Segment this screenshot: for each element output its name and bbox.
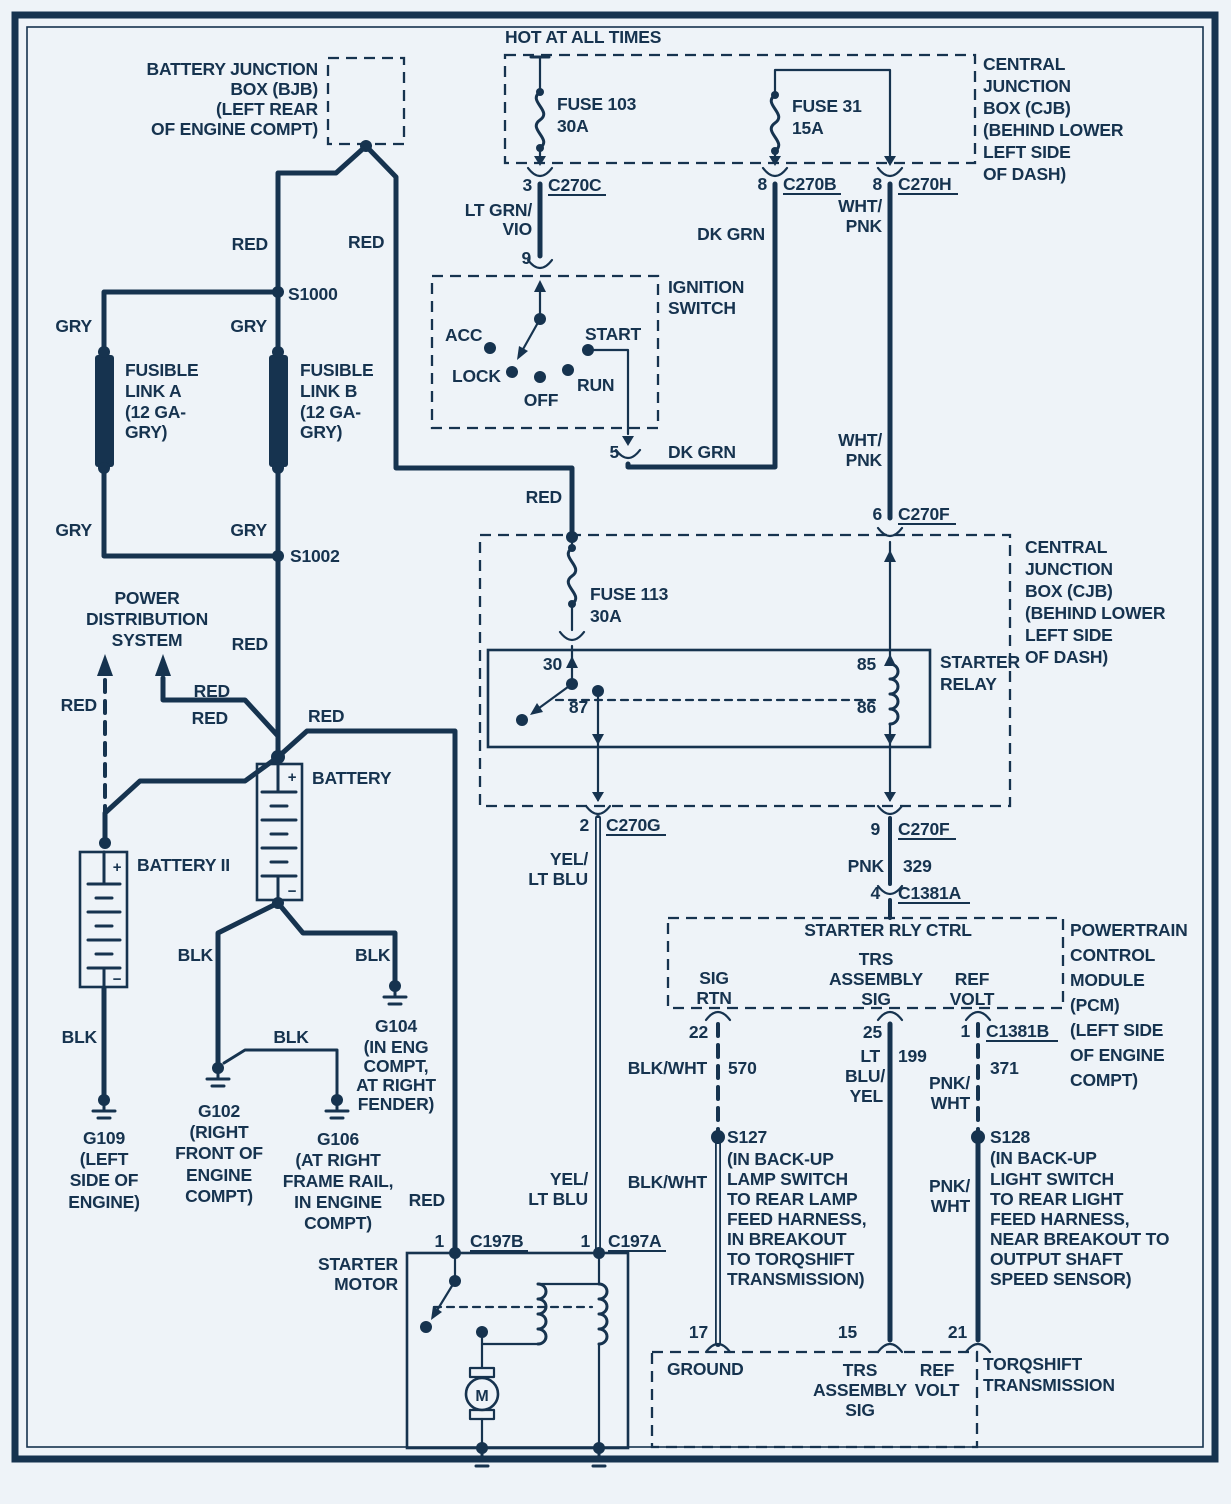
wire-color-red: RED [348, 232, 385, 252]
wire-color-blkwht: BLK/WHT [627, 1058, 707, 1078]
battery2-label: BATTERY II [137, 855, 230, 875]
g102-label-line: ENGINE [186, 1165, 252, 1185]
s127-note-line: (IN BACK-UP [727, 1149, 834, 1169]
cjb2-note-line: (BEHIND LOWER [1025, 603, 1166, 623]
pcm-note-line: OF ENGINE [1070, 1045, 1165, 1065]
connector-arc-pin15 [878, 1344, 902, 1352]
fusible-link-b-element [269, 355, 288, 467]
splice-s128-label: S128 [990, 1127, 1031, 1147]
pcm-note-line: POWERTRAIN [1070, 920, 1188, 940]
starter-motor-label: STARTER [318, 1254, 398, 1274]
relay-pin-86: 86 [856, 697, 876, 717]
wire-color-yelltblu: LT BLU [528, 869, 588, 889]
g104-label-line: COMPT, [363, 1056, 429, 1076]
pin-9b: 9 [870, 819, 880, 839]
pcm-note-line: (LEFT SIDE [1070, 1020, 1164, 1040]
wire-color-blk: BLK [61, 1027, 97, 1047]
s128-note-line: LIGHT SWITCH [990, 1169, 1114, 1189]
battery2-plus: + [112, 859, 122, 876]
starter-motor-label: MOTOR [334, 1274, 398, 1294]
wire-color-red: RED [193, 681, 230, 701]
g109-label-line: (LEFT [79, 1149, 129, 1169]
connector-arc-pin9 [528, 260, 552, 268]
pcm-trs-assembly-sig: ASSEMBLY [828, 969, 924, 989]
arrow-down-87 [592, 734, 604, 745]
s128-note-line: (IN BACK-UP [990, 1148, 1097, 1168]
g104-label-line: AT RIGHT [356, 1075, 436, 1095]
pin-2: 2 [579, 815, 589, 835]
splice-s127-label: S127 [727, 1127, 768, 1147]
connector-arc-pin5 [616, 450, 640, 458]
ignition-run-contact [562, 364, 574, 376]
wire-color-red: RED [60, 695, 97, 715]
fuse113-rating: 30A [590, 606, 622, 626]
tq-ref-label: VOLT [914, 1380, 960, 1400]
g102-label-line: COMPT) [185, 1186, 253, 1206]
battery2-positive-dot [99, 837, 111, 849]
tq-ground-label: GROUND [667, 1359, 744, 1379]
g109-label-line: ENGINE) [68, 1192, 140, 1212]
cjb1-note-line: (BEHIND LOWER [983, 120, 1124, 140]
ignition-acc-label: ACC [445, 325, 483, 345]
g106-label-line: FRAME RAIL, [282, 1171, 394, 1191]
solenoid-contact-dot [420, 1321, 432, 1333]
wire-color-blk: BLK [273, 1027, 309, 1047]
g109-label-line: G109 [82, 1128, 126, 1148]
fuse103-rating: 30A [557, 116, 589, 136]
fuse103-label: FUSE 103 [557, 94, 637, 114]
hot-at-all-times-label: HOT AT ALL TIMES [505, 27, 662, 47]
torqshift-name: TORQSHIFT [983, 1354, 1082, 1374]
wire-color-gry: GRY [55, 316, 92, 336]
pcm-ref-volt: REF [954, 969, 990, 989]
wire-color-red: RED [191, 708, 228, 728]
ground-g104-icon [384, 980, 406, 1004]
wire-color-whtpnk: WHT/ [838, 430, 882, 450]
fusible-link-b-line: (12 GA- [300, 402, 361, 422]
connector-arc-pin21 [966, 1344, 990, 1352]
bjb-label-line: OF ENGINE COMPT) [151, 119, 318, 139]
cjb2-note-line: CENTRAL [1025, 537, 1108, 557]
fusible-link-b-line: FUSIBLE [300, 360, 374, 380]
arrow-up-ignition-feed [534, 280, 546, 292]
pin-5: 5 [609, 442, 619, 462]
tq-trs-label: SIG [845, 1400, 875, 1420]
fuse31-element [771, 95, 779, 151]
relay-pin-87: 87 [568, 697, 588, 717]
s127-note-line: IN BREAKOUT [727, 1229, 847, 1249]
pds-arrow-left [97, 654, 113, 676]
cjb2-note-line: OF DASH) [1025, 647, 1108, 667]
wire-gry-linka-to-s1002 [104, 468, 278, 556]
pin-8b: 8 [872, 174, 882, 194]
pcm-note-line: CONTROL [1070, 945, 1156, 965]
wire-color-gry: GRY [230, 520, 267, 540]
s127-note-line: LAMP SWITCH [727, 1169, 848, 1189]
cjb2-note-line: BOX (CJB) [1025, 581, 1113, 601]
fusible-link-a-line: FUSIBLE [125, 360, 199, 380]
fuse103-dot-top [536, 88, 544, 96]
wire-color-whtpnk: PNK [845, 216, 882, 236]
ignition-switch-label: SWITCH [668, 298, 736, 318]
g106-label-line: COMPT) [304, 1213, 372, 1233]
relay-switch-arm [535, 684, 572, 711]
wire-color-gry: GRY [230, 316, 267, 336]
pcm-trs-assembly-sig: TRS [858, 949, 894, 969]
fuse31-dot-top [771, 91, 779, 99]
fuse113-element [568, 548, 576, 604]
torqshift-name: TRANSMISSION [983, 1375, 1115, 1395]
ignition-lock-contact [506, 366, 518, 378]
connector-c197a: C197A [608, 1231, 662, 1251]
pcm-note-line: (PCM) [1070, 995, 1120, 1015]
battery2-plates [88, 884, 120, 968]
s127-note-line: FEED HARNESS, [727, 1209, 867, 1229]
battery-plus: + [287, 769, 297, 786]
pin-3: 3 [522, 175, 532, 195]
tq-ref-label: REF [919, 1360, 955, 1380]
g109-label-line: SIDE OF [69, 1170, 139, 1190]
wire-color-gry: GRY [55, 520, 92, 540]
wire-blk-battery-to-g102 [218, 903, 278, 1064]
splice-s1002-dot [272, 550, 284, 562]
wire-red-bjb-to-s1000 [278, 146, 366, 292]
relay-pin-85: 85 [856, 654, 876, 674]
wire-color-whtpnk: WHT/ [838, 196, 882, 216]
fusible-link-b-line: GRY) [300, 422, 343, 442]
pin-9: 9 [521, 248, 531, 268]
s128-note-line: NEAR BREAKOUT TO [990, 1229, 1170, 1249]
wire-color-pnkwht: PNK/ [928, 1176, 970, 1196]
cjb1-note-line: CENTRAL [983, 54, 1066, 74]
pin-1-c197b: 1 [434, 1231, 444, 1251]
tq-trs-label: ASSEMBLY [812, 1380, 908, 1400]
cjb2-note-line: LEFT SIDE [1025, 625, 1113, 645]
arrow-up-cjb2-entry [884, 550, 896, 562]
circuit-329: 329 [903, 856, 932, 876]
arrow-down-pin5 [622, 436, 634, 446]
arrow-down-c270h [884, 156, 896, 166]
ignition-acc-contact [484, 342, 496, 354]
bjb-label-line: (LEFT REAR [215, 99, 318, 119]
wire-color-pnkwht: PNK/ [928, 1073, 970, 1093]
arrow-down-c270f9 [884, 792, 896, 802]
connector-c1381b: C1381B [986, 1021, 1050, 1041]
pds-label-line: DISTRIBUTION [85, 609, 209, 629]
linka-dot-top [98, 346, 110, 358]
linkb-dot-top [272, 346, 284, 358]
pin-6: 6 [872, 504, 882, 524]
wire-color-red: RED [308, 706, 345, 726]
starter-relay-label: RELAY [940, 674, 997, 694]
ground-g106-icon [326, 1094, 348, 1118]
pin-21: 21 [947, 1322, 967, 1342]
splice-s1000-label: S1000 [288, 284, 338, 304]
wire-color-whtpnk: PNK [845, 450, 882, 470]
pin-25: 25 [862, 1022, 882, 1042]
s127-note-line: TO TORQSHIFT [727, 1249, 855, 1269]
cjb1-note-line: BOX (CJB) [983, 98, 1071, 118]
connector-arc-pin22 [706, 1012, 730, 1020]
connector-arc-c270f9 [878, 806, 902, 814]
s128-note-line: FEED HARNESS, [990, 1209, 1130, 1229]
wire-color-yelltblu: LT BLU [528, 1189, 588, 1209]
pcm-starter-rly-ctrl: STARTER RLY CTRL [804, 920, 972, 940]
tq-trs-label: TRS [842, 1360, 878, 1380]
pds-label-line: POWER [114, 588, 180, 608]
pds-label-line: SYSTEM [111, 630, 183, 650]
connector-c270h: C270H [898, 174, 952, 194]
wire-color-pnkwht: WHT [930, 1196, 970, 1216]
g104-label-line: (IN ENG [363, 1037, 429, 1057]
connector-arc-relay30 [560, 632, 584, 640]
relay-coil [890, 664, 898, 724]
bjb-label-line: BATTERY JUNCTION [146, 59, 318, 79]
motor-brush-bottom [470, 1410, 494, 1419]
s127-note-line: TRANSMISSION) [727, 1269, 865, 1289]
g102-label-line: (RIGHT [189, 1122, 249, 1142]
fusible-link-a-line: (12 GA- [125, 402, 186, 422]
fuse113-label: FUSE 113 [590, 584, 669, 604]
arrow-down-c270c [534, 156, 546, 166]
battery-plates [262, 792, 296, 876]
fusible-link-a-element [95, 355, 114, 467]
solenoid-pullin-coil [538, 1284, 546, 1344]
cjb1-note-line: JUNCTION [983, 76, 1071, 96]
connector-c1381a: C1381A [898, 883, 962, 903]
connector-arc-pin25 [878, 1012, 902, 1020]
splice-s1002-label: S1002 [290, 546, 340, 566]
ignition-run-label: RUN [577, 375, 615, 395]
connector-c270f9: C270F [898, 819, 950, 839]
s128-note-line: TO REAR LIGHT [990, 1189, 1124, 1209]
connector-arc-c270g [586, 806, 610, 814]
arrow-down-c270b [769, 156, 781, 166]
pin-17: 17 [688, 1322, 708, 1342]
wire-color-yel: YEL [849, 1086, 883, 1106]
wire-color-blkwht: BLK/WHT [627, 1172, 707, 1192]
wire-color-ltgrn: LT GRN/ [464, 200, 532, 220]
motor-brush-top [470, 1368, 494, 1377]
arrow-down-c270g [592, 792, 604, 802]
pin-22: 22 [688, 1022, 708, 1042]
fuse31-rating: 15A [792, 118, 824, 138]
pcm-note-line: COMPT) [1070, 1070, 1138, 1090]
circuit-570: 570 [728, 1058, 757, 1078]
connector-c270g: C270G [606, 815, 661, 835]
fuse31-label: FUSE 31 [792, 96, 862, 116]
wire-color-yelltblu: YEL/ [549, 1169, 588, 1189]
connector-c270c: C270C [548, 175, 602, 195]
g102-label-line: FRONT OF [175, 1143, 263, 1163]
fuse113-dot-top [568, 544, 576, 552]
wire-color-red: RED [231, 234, 268, 254]
wire-color-vio: VIO [502, 219, 532, 239]
s127-note-line: TO REAR LAMP [727, 1189, 858, 1209]
s128-note-line: SPEED SENSOR) [990, 1269, 1132, 1289]
circuit-199: 199 [898, 1046, 927, 1066]
wire-color-dkgrn: DK GRN [668, 442, 736, 462]
ignition-off-contact [534, 371, 546, 383]
g106-label-line: IN ENGINE [294, 1192, 382, 1212]
battery-label: BATTERY [312, 768, 392, 788]
wire-blk-battery-to-g104 [278, 903, 395, 982]
pin-1: 1 [960, 1021, 970, 1041]
bjb-box [328, 58, 404, 144]
wire-color-pnk: PNK [847, 856, 884, 876]
arrow-up-relay30 [566, 656, 578, 668]
ignition-off-label: OFF [523, 390, 559, 410]
fusible-link-a-line: GRY) [125, 422, 168, 442]
pcm-trs-assembly-sig: SIG [861, 989, 891, 1009]
pcm-sig-rtn: SIG [699, 968, 729, 988]
ignition-switch-label: IGNITION [668, 277, 745, 297]
connector-c270f6: C270F [898, 504, 950, 524]
g104-label-line: FENDER) [357, 1094, 435, 1114]
pcm-ref-volt: VOLT [949, 989, 995, 1009]
wire-color-red: RED [525, 487, 562, 507]
wire-color-lt: LT [860, 1046, 880, 1066]
wire-coil-top [538, 1253, 599, 1284]
wire-color-red: RED [231, 634, 268, 654]
ground-g102-icon [207, 1062, 229, 1086]
relay-contact-dot [516, 714, 528, 726]
starter-motor-box [407, 1253, 628, 1448]
wire-color-blk: BLK [177, 945, 213, 965]
ground-g109-icon [93, 1094, 115, 1118]
g106-label-line: (AT RIGHT [295, 1150, 381, 1170]
ignition-switch-arm [522, 319, 540, 351]
pds-arrow-right [155, 654, 171, 676]
connector-arc-pin1 [966, 1012, 990, 1020]
wire-color-pnkwht: WHT [930, 1093, 970, 1113]
cjb1-note-line: LEFT SIDE [983, 142, 1071, 162]
pin-1-c197a: 1 [580, 1231, 590, 1251]
circuit-371: 371 [990, 1058, 1019, 1078]
arrow-down-86 [884, 734, 896, 745]
wire-color-yelltblu: YEL/ [549, 849, 588, 869]
wire-color-dkgrn: DK GRN [697, 224, 765, 244]
wire-blk-g102-to-g106 [224, 1050, 337, 1095]
pcm-note-line: MODULE [1070, 970, 1145, 990]
wire-color-blu: BLU/ [844, 1066, 885, 1086]
cjb1-note-line: OF DASH) [983, 164, 1066, 184]
pin-15: 15 [837, 1322, 857, 1342]
wire-red-junction-to-battery2 [105, 757, 278, 840]
wire-color-blk: BLK [355, 945, 391, 965]
solenoid-holdin-coil [599, 1284, 607, 1344]
pin-8: 8 [757, 174, 767, 194]
fusible-link-a-line: LINK A [125, 381, 182, 401]
fuse103-element [536, 92, 544, 148]
pcm-sig-rtn: RTN [696, 988, 732, 1008]
cjb2-note-line: JUNCTION [1025, 559, 1113, 579]
starter-relay-label: STARTER [940, 652, 1020, 672]
fusible-link-b-line: LINK B [300, 381, 358, 401]
s128-note-line: OUTPUT SHAFT [990, 1249, 1123, 1269]
connector-c197b: C197B [470, 1231, 524, 1251]
ignition-arm-arrowhead [517, 346, 528, 360]
g106-label-line: G106 [316, 1129, 360, 1149]
battery2-minus: − [112, 971, 122, 988]
pin-4: 4 [870, 883, 880, 903]
relay-pin-30: 30 [542, 654, 562, 674]
g104-label-line: G104 [374, 1016, 418, 1036]
relay-arm-arrowhead [530, 703, 543, 715]
bjb-label-line: BOX (BJB) [230, 79, 318, 99]
battery-minus: − [287, 883, 297, 900]
ignition-lock-label: LOCK [452, 366, 501, 386]
ignition-start-label: START [585, 324, 642, 344]
g102-label-line: G102 [197, 1101, 241, 1121]
connector-c270b: C270B [783, 174, 837, 194]
motor-m-label: M [475, 1388, 489, 1405]
wire-color-red: RED [408, 1190, 445, 1210]
